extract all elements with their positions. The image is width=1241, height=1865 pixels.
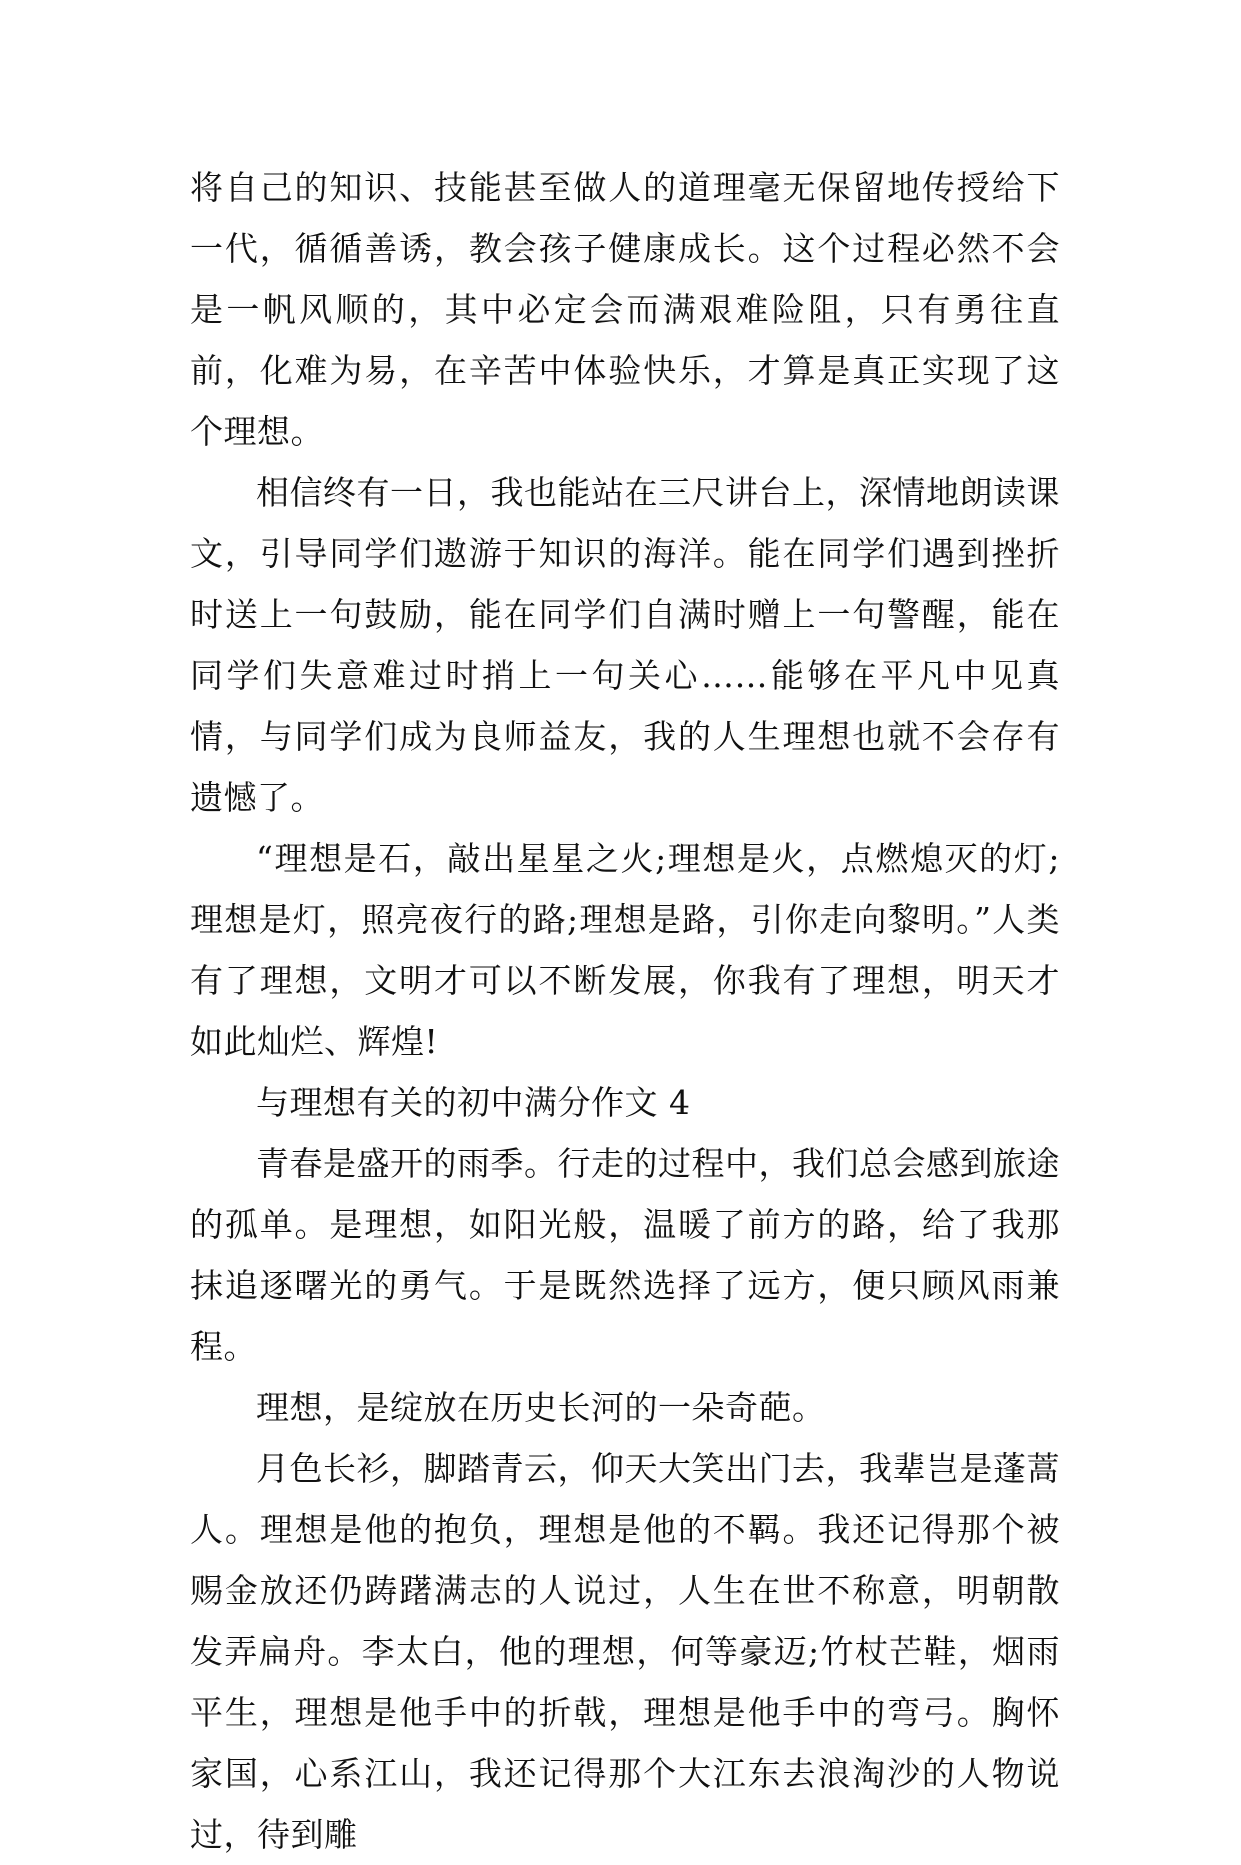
paragraph-6: 月色长衫，脚踏青云，仰天大笑出门去，我辈岂是蓬蒿人。理想是他的抱负，理想是他的不羁。我还记得那个被赐金放还仍踌躇满志的人说过，人生在世不称意，明朝散发弄扁舟。李太白，他的理想，何等豪迈;竹杖芒鞋，烟雨平生，理想是他手中的折戟，理想是他手中的弯弓。胸怀家国，心系江山，我还记得那个大江东去浪淘沙的人物说过，待到雕 (190, 1449, 1060, 1854)
paragraph-3: “理想是石，敲出星星之火;理想是火，点燃熄灭的灯;理想是灯，照亮夜行的路;理想是路，引你走向黎明。”人类有了理想，文明才可以不断发展，你我有了理想，明天才如此灿烂、辉煌! (190, 839, 1060, 1061)
document-body (190, 157, 1060, 1865)
paragraph-1: 将自己的知识、技能甚至做人的道理毫无保留地传授给下一代，循循善诱，教会孩子健康成长。这个过程必然不会是一帆风顺的，其中必定会而满艰难险阻，只有勇往直前，化难为易，在辛苦中体验快乐，才算是真正实现了这个理想。 (190, 168, 1060, 451)
paragraph-4: 青春是盛开的雨季。行走的过程中，我们总会感到旅途的孤单。是理想，如阳光般，温暖了前方的路，给了我那抹追逐曙光的勇气。于是既然选择了远方，便只顾风雨兼程。 (190, 1144, 1060, 1366)
paragraph-2: 相信终有一日，我也能站在三尺讲台上，深情地朗读课文，引导同学们遨游于知识的海洋。能在同学们遇到挫折时送上一句鼓励，能在同学们自满时赠上一句警醒，能在同学们失意难过时捎上一句关心……能够在平凡中见真情，与同学们成为良师益友，我的人生理想也就不会存有遗憾了。 (190, 473, 1060, 817)
section-heading: 与理想有关的初中满分作文 4 (256, 1083, 691, 1122)
paragraph-5: 理想，是绽放在历史长河的一朵奇葩。 (256, 1388, 826, 1427)
